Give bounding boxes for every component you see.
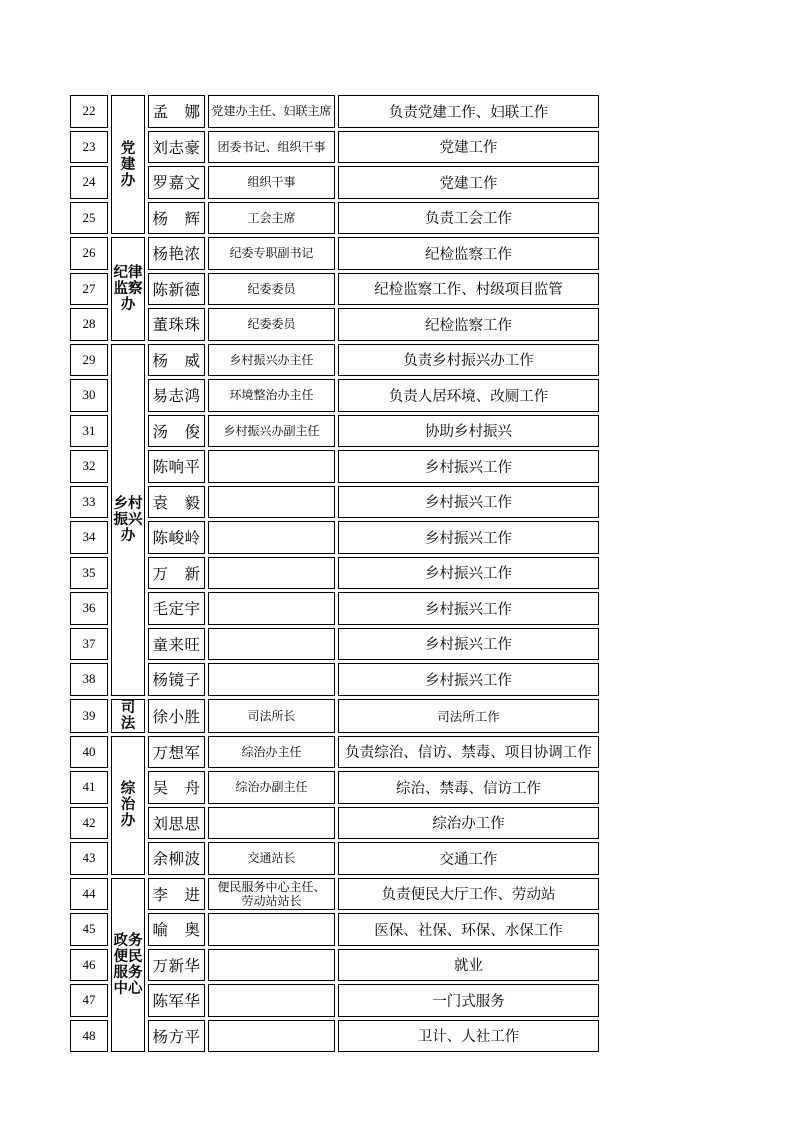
duty-cell: 纪检监察工作、村级项目监管 [338, 273, 599, 306]
position-cell [208, 628, 335, 661]
department-label-line: 中心 [113, 980, 143, 997]
position-cell [208, 1020, 335, 1053]
table-row [70, 771, 599, 804]
name-cell: 万新华 [148, 949, 205, 982]
position-cell [208, 984, 335, 1017]
position-cell [208, 202, 335, 235]
department-label-line: 监察 [113, 280, 143, 297]
row-number-cell: 47 [70, 984, 108, 1017]
department-label-line: 办 [120, 813, 136, 829]
position-cell [208, 699, 335, 733]
table-row [70, 308, 599, 341]
row-number-cell: 41 [70, 771, 108, 804]
name-cell: 杨方平 [148, 1020, 205, 1053]
position-cell [208, 878, 335, 911]
name-cell: 杨 辉 [148, 202, 205, 235]
table-row [70, 557, 599, 590]
row-number-cell: 34 [70, 521, 108, 554]
department-label-line: 治 [120, 797, 136, 813]
name-cell: 李 进 [148, 878, 205, 911]
position-cell [208, 486, 335, 519]
table-row [70, 984, 599, 1017]
table-row [70, 521, 599, 554]
duty-cell: 纪检监察工作 [338, 237, 599, 270]
duty-cell: 综治办工作 [338, 807, 599, 840]
duty-cell: 卫计、人社工作 [338, 1020, 599, 1053]
position-cell [208, 166, 335, 199]
department-cell [111, 95, 145, 234]
name-cell: 童来旺 [148, 628, 205, 661]
name-cell: 毛定宇 [148, 592, 205, 625]
position-cell [208, 415, 335, 448]
row-number-cell: 38 [70, 663, 108, 696]
duty-cell: 乡村振兴工作 [338, 557, 599, 590]
table-row [70, 878, 599, 911]
table-row [70, 949, 599, 982]
row-number-cell: 43 [70, 842, 108, 875]
duty-cell: 党建工作 [338, 131, 599, 164]
name-cell: 喻 奥 [148, 913, 205, 946]
position-label-line: 司法所长 [247, 708, 296, 723]
staff-table [67, 92, 602, 1055]
table-row [70, 628, 599, 661]
duty-cell: 乡村振兴工作 [338, 592, 599, 625]
duty-cell: 就业 [338, 949, 599, 982]
table-row [70, 166, 599, 199]
name-cell: 杨镜子 [148, 663, 205, 696]
duty-cell: 交通工作 [338, 842, 599, 875]
department-cell [111, 736, 145, 875]
table-row [70, 273, 599, 306]
table-row [70, 415, 599, 448]
position-cell [208, 913, 335, 946]
row-number-cell: 24 [70, 166, 108, 199]
row-number-cell: 22 [70, 95, 108, 128]
position-label-line: 团委书记、组织干事 [217, 139, 326, 154]
position-label-line: 纪委专职副书记 [229, 246, 314, 261]
position-label-line: 纪委委员 [247, 317, 296, 332]
department-label-line: 便民 [113, 948, 143, 965]
department-label-line: 政务 [113, 932, 143, 949]
duty-cell: 乡村振兴工作 [338, 628, 599, 661]
name-cell: 罗嘉文 [148, 166, 205, 199]
duty-cell: 综治、禁毒、信访工作 [338, 771, 599, 804]
position-cell [208, 95, 335, 128]
row-number-cell: 46 [70, 949, 108, 982]
position-cell [208, 237, 335, 270]
table-row [70, 736, 599, 769]
name-cell: 万 新 [148, 557, 205, 590]
department-cell [111, 344, 145, 696]
duty-cell: 司法所工作 [338, 699, 599, 733]
name-cell: 徐小胜 [148, 699, 205, 733]
position-cell [208, 949, 335, 982]
row-number-cell: 48 [70, 1020, 108, 1053]
duty-cell: 负责便民大厅工作、劳动站 [338, 878, 599, 911]
position-cell [208, 771, 335, 804]
name-cell: 孟 娜 [148, 95, 205, 128]
duty-cell: 党建工作 [338, 166, 599, 199]
table-row [70, 131, 599, 164]
table-row [70, 663, 599, 696]
position-label-line: 劳动站站长 [241, 893, 302, 908]
duty-cell: 乡村振兴工作 [338, 450, 599, 483]
staff-table-body [70, 95, 599, 1052]
name-cell: 陈军华 [148, 984, 205, 1017]
name-cell: 刘志豪 [148, 131, 205, 164]
department-label-line: 服务 [113, 964, 143, 981]
department-cell [111, 237, 145, 341]
position-label-line: 组织干事 [247, 175, 296, 190]
name-cell: 袁 毅 [148, 486, 205, 519]
position-cell [208, 344, 335, 377]
row-number-cell: 26 [70, 237, 108, 270]
position-label-line: 乡村振兴办主任 [229, 352, 314, 367]
name-cell: 易志鸿 [148, 379, 205, 412]
table-row [70, 450, 599, 483]
table-row [70, 1020, 599, 1053]
duty-cell: 协助乡村振兴 [338, 415, 599, 448]
position-label-line: 纪委委员 [247, 281, 296, 296]
duty-cell: 负责综治、信访、禁毒、项目协调工作 [338, 736, 599, 769]
position-cell [208, 379, 335, 412]
row-number-cell: 31 [70, 415, 108, 448]
department-label-line: 办 [120, 527, 136, 544]
position-cell [208, 521, 335, 554]
position-cell [208, 450, 335, 483]
position-cell [208, 663, 335, 696]
table-row [70, 202, 599, 235]
table-row [70, 842, 599, 875]
duty-cell: 医保、社保、环保、水保工作 [338, 913, 599, 946]
duty-cell: 乡村振兴工作 [338, 663, 599, 696]
row-number-cell: 25 [70, 202, 108, 235]
position-cell [208, 131, 335, 164]
table-row [70, 379, 599, 412]
position-cell [208, 308, 335, 341]
name-cell: 万想军 [148, 736, 205, 769]
department-label-line: 司 [120, 699, 136, 716]
row-number-cell: 40 [70, 736, 108, 769]
name-cell: 吴 舟 [148, 771, 205, 804]
table-row [70, 344, 599, 377]
department-label-line: 党 [120, 140, 136, 157]
row-number-cell: 29 [70, 344, 108, 377]
department-label-line: 纪律 [113, 264, 143, 281]
duty-cell: 负责乡村振兴办工作 [338, 344, 599, 377]
table-row [70, 913, 599, 946]
position-cell [208, 273, 335, 306]
name-cell: 刘思思 [148, 807, 205, 840]
department-cell [111, 878, 145, 1053]
position-cell [208, 807, 335, 840]
name-cell: 杨艳浓 [148, 237, 205, 270]
duty-cell: 一门式服务 [338, 984, 599, 1017]
position-cell [208, 592, 335, 625]
name-cell: 董珠珠 [148, 308, 205, 341]
row-number-cell: 44 [70, 878, 108, 911]
position-label-line: 综治办主任 [241, 744, 302, 759]
row-number-cell: 37 [70, 628, 108, 661]
department-label-line: 建 [120, 156, 136, 173]
position-label-line: 便民服务中心主任、 [217, 879, 326, 894]
row-number-cell: 30 [70, 379, 108, 412]
duty-cell: 负责党建工作、妇联工作 [338, 95, 599, 128]
position-cell [208, 842, 335, 875]
row-number-cell: 32 [70, 450, 108, 483]
row-number-cell: 28 [70, 308, 108, 341]
duty-cell: 负责工会工作 [338, 202, 599, 235]
name-cell: 陈新德 [148, 273, 205, 306]
name-cell: 陈响平 [148, 450, 205, 483]
position-cell [208, 557, 335, 590]
duty-cell: 乡村振兴工作 [338, 486, 599, 519]
department-label-line: 办 [120, 172, 136, 189]
position-cell [208, 736, 335, 769]
row-number-cell: 27 [70, 273, 108, 306]
table-row [70, 699, 599, 733]
department-label-line: 综 [120, 781, 136, 797]
position-label-line: 乡村振兴办副主任 [223, 423, 320, 438]
row-number-cell: 36 [70, 592, 108, 625]
position-label-line: 环境整治办主任 [229, 388, 314, 403]
department-label-line: 法 [120, 715, 136, 732]
row-number-cell: 42 [70, 807, 108, 840]
table-row [70, 237, 599, 270]
table-row [70, 807, 599, 840]
duty-cell: 负责人居环境、改厕工作 [338, 379, 599, 412]
position-label-line: 党建办主任、妇联主席 [211, 104, 332, 119]
department-cell [111, 699, 145, 733]
name-cell: 汤 俊 [148, 415, 205, 448]
table-row [70, 592, 599, 625]
department-label-line: 振兴 [113, 511, 143, 528]
row-number-cell: 33 [70, 486, 108, 519]
duty-cell: 纪检监察工作 [338, 308, 599, 341]
position-label-line: 交通站长 [247, 851, 296, 866]
name-cell: 余柳波 [148, 842, 205, 875]
table-row [70, 486, 599, 519]
department-label-line: 乡村 [113, 495, 143, 512]
department-label-line: 办 [120, 296, 136, 313]
position-label-line: 综治办副主任 [235, 780, 308, 795]
row-number-cell: 35 [70, 557, 108, 590]
duty-cell: 乡村振兴工作 [338, 521, 599, 554]
table-row [70, 95, 599, 128]
name-cell: 陈峻岭 [148, 521, 205, 554]
row-number-cell: 45 [70, 913, 108, 946]
position-label-line: 工会主席 [247, 210, 296, 225]
row-number-cell: 23 [70, 131, 108, 164]
name-cell: 杨 威 [148, 344, 205, 377]
row-number-cell: 39 [70, 699, 108, 733]
